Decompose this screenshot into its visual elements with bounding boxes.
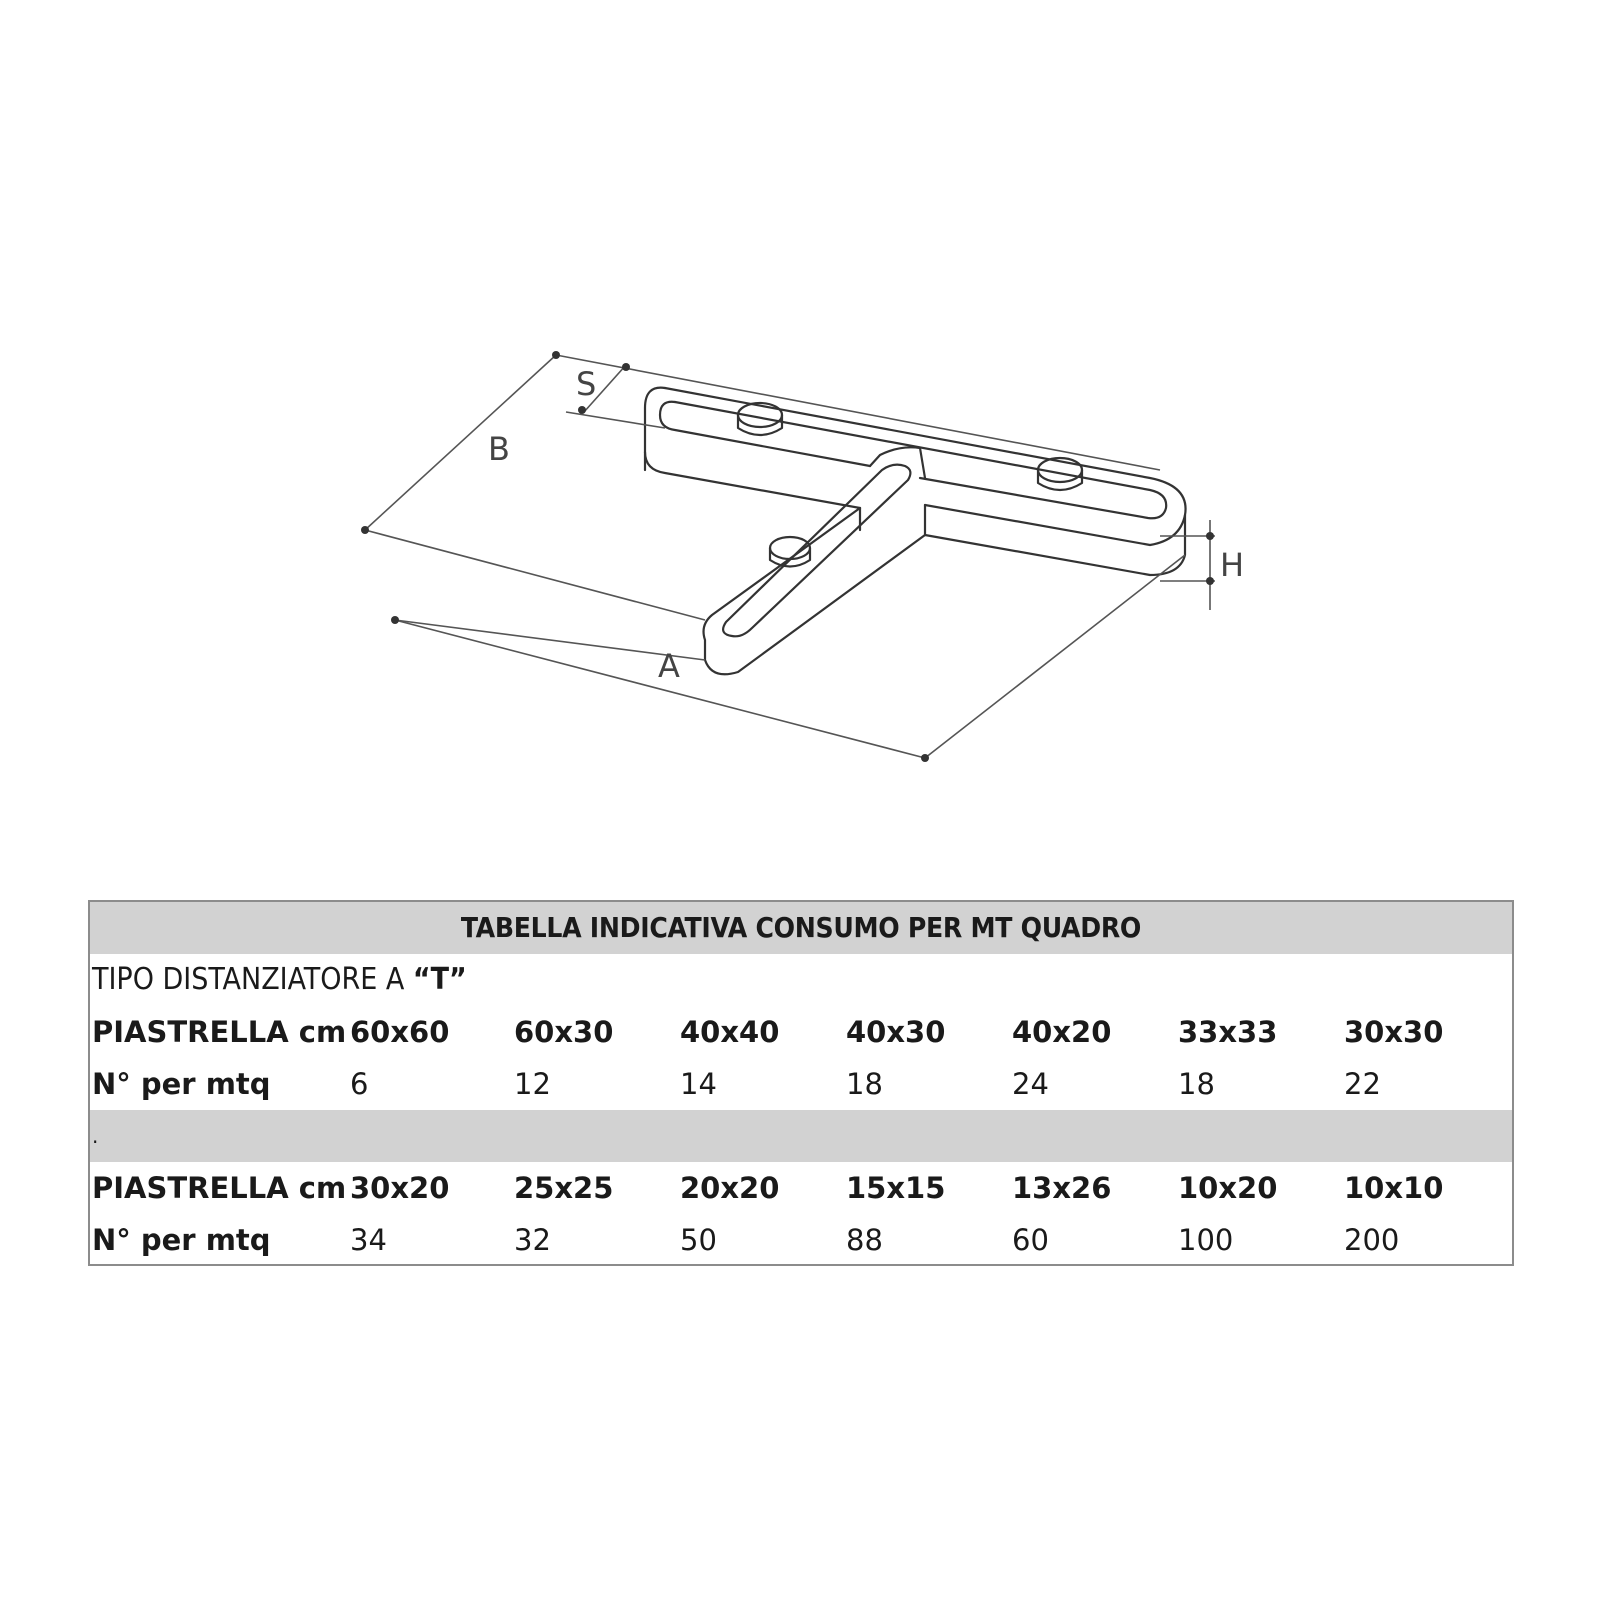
tile-size: 40x40 bbox=[680, 1015, 780, 1049]
spacer-type-row bbox=[90, 954, 1512, 1006]
dimension-points bbox=[361, 351, 1214, 762]
dimension-label-s: S bbox=[576, 365, 597, 403]
dimension-label-h: H bbox=[1220, 546, 1245, 584]
table-row-sizes-1 bbox=[90, 1006, 1512, 1058]
count-value: 100 bbox=[1178, 1223, 1234, 1257]
spacer-type-prefix: TIPO DISTANZIATORE A bbox=[92, 962, 413, 997]
consumption-table bbox=[88, 900, 1514, 1266]
tile-size: 10x10 bbox=[1344, 1171, 1444, 1205]
count-value: 24 bbox=[1012, 1067, 1049, 1101]
tile-size: 60x60 bbox=[350, 1015, 450, 1049]
table-row-sizes-2 bbox=[90, 1162, 1512, 1214]
count-value: 34 bbox=[350, 1223, 387, 1257]
count-value: 60 bbox=[1012, 1223, 1049, 1257]
tile-size-label: PIASTRELLA cm bbox=[92, 1015, 347, 1049]
separator-row: . bbox=[90, 1110, 1512, 1162]
spacer-outline bbox=[645, 388, 1186, 675]
tile-size: 13x26 bbox=[1012, 1171, 1112, 1205]
tile-size: 40x20 bbox=[1012, 1015, 1112, 1049]
count-value: 50 bbox=[680, 1223, 717, 1257]
count-label: N° per mtq bbox=[92, 1067, 271, 1101]
tile-size: 33x33 bbox=[1178, 1015, 1278, 1049]
count-value: 12 bbox=[514, 1067, 551, 1101]
count-value: 32 bbox=[514, 1223, 551, 1257]
spacer-type-value: “T” bbox=[412, 962, 467, 997]
count-value: 6 bbox=[350, 1067, 369, 1101]
tile-size: 30x20 bbox=[350, 1171, 450, 1205]
table-row-counts-2 bbox=[90, 1214, 1512, 1266]
tile-size: 20x20 bbox=[680, 1171, 780, 1205]
tile-size: 30x30 bbox=[1344, 1015, 1444, 1049]
count-value: 18 bbox=[846, 1067, 883, 1101]
tile-size: 25x25 bbox=[514, 1171, 614, 1205]
dimension-lines bbox=[365, 355, 1215, 758]
table-row-counts-1 bbox=[90, 1058, 1512, 1110]
tile-size-label: PIASTRELLA cm bbox=[92, 1171, 347, 1205]
dimension-label-a: A bbox=[658, 647, 680, 685]
count-value: 22 bbox=[1344, 1067, 1381, 1101]
count-label: N° per mtq bbox=[92, 1223, 271, 1257]
table-title: TABELLA INDICATIVA CONSUMO PER MT QUADRO bbox=[90, 902, 1512, 954]
tile-size: 60x30 bbox=[514, 1015, 614, 1049]
tile-size: 40x30 bbox=[846, 1015, 946, 1049]
tile-size: 15x15 bbox=[846, 1171, 946, 1205]
count-value: 200 bbox=[1344, 1223, 1400, 1257]
count-value: 14 bbox=[680, 1067, 717, 1101]
dimension-label-b: B bbox=[488, 430, 510, 468]
tile-size: 10x20 bbox=[1178, 1171, 1278, 1205]
count-value: 88 bbox=[846, 1223, 883, 1257]
count-value: 18 bbox=[1178, 1067, 1215, 1101]
